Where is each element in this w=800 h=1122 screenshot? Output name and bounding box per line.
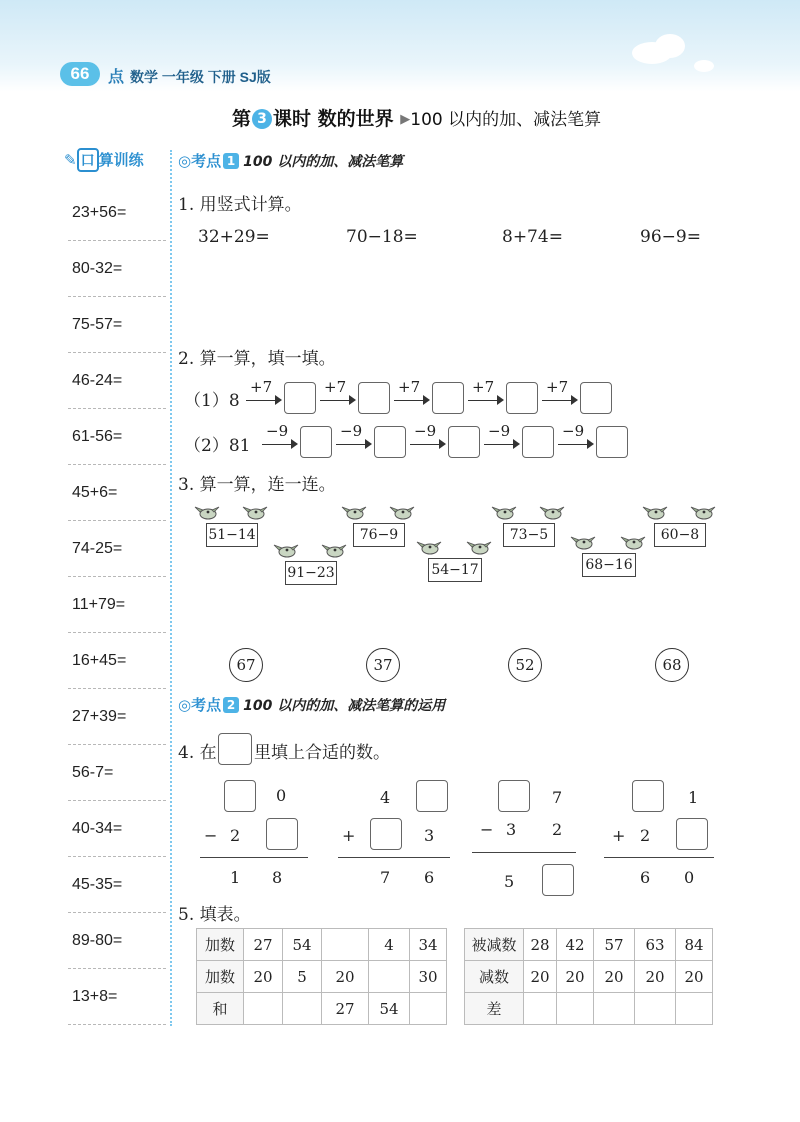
table-cell: 20 [244,961,283,993]
q5-title: 5. 填表。 [178,905,251,925]
oral-calc-item: 56-7= [68,744,166,801]
target-icon: ◎ [178,696,192,714]
target-icon: ◎ [178,152,192,170]
answer-box[interactable] [542,864,574,896]
oral-calc-item: 13+8= [68,968,166,1025]
table-cell[interactable] [676,993,713,1025]
table-cell[interactable] [369,961,410,993]
oral-calc-item: 46-24= [68,352,166,409]
expression-card[interactable]: 73−5 [503,523,555,547]
lesson-title: 第 3 课时 数的世界 ▶100 以内的加、减法笔算 [232,108,602,130]
table-cell[interactable] [524,993,557,1025]
bird-icon [539,503,565,521]
table-header-cell: 被减数 [465,929,524,961]
answer-circle[interactable]: 52 [508,648,542,682]
answer-box[interactable] [676,818,708,850]
table-cell[interactable] [244,993,283,1025]
arrow-icon: −9 [262,428,298,452]
table-cell: 84 [676,929,713,961]
q1-expr: 32+29= [198,227,270,247]
bird-icon [273,541,299,559]
arrow-icon: +7 [468,384,504,408]
oral-calc-item: 75-57= [68,296,166,353]
table-cell[interactable] [410,993,447,1025]
kaodian-1-heading: ◎考点 1 100 以内的加、减法笔算 [178,152,404,170]
table-cell: 20 [322,961,369,993]
answer-box[interactable] [580,382,612,414]
table-row [465,961,713,993]
table-cell: 27 [244,929,283,961]
q3-title: 3. 算一算，连一连。 [178,475,336,495]
sidebar-title: ✎ 口 算训练 [64,148,144,174]
answer-box[interactable] [506,382,538,414]
q1-expr: 8+74= [502,227,563,247]
answer-box[interactable] [370,818,402,850]
answer-box[interactable] [498,780,530,812]
oral-calc-item: 23+56= [68,184,166,241]
table-header-cell: 加数 [197,929,244,961]
bird-icon [642,503,668,521]
answer-box[interactable] [284,382,316,414]
oral-calc-item: 89-80= [68,912,166,969]
q2-row2-label: （2）81 [184,436,251,456]
triangle-icon: ▶ [400,112,411,127]
answer-box[interactable] [522,426,554,458]
expression-card[interactable]: 60−8 [654,523,706,547]
expression-card[interactable]: 91−23 [285,561,337,585]
table-cell: 20 [524,961,557,993]
q1-expr: 70−18= [346,227,418,247]
table-cell[interactable] [635,993,676,1025]
answer-box[interactable] [358,382,390,414]
answer-box[interactable] [266,818,298,850]
expression-card[interactable]: 76−9 [353,523,405,547]
arrow-icon: +7 [320,384,356,408]
cloud-decoration [694,60,714,72]
kaodian-2-heading: ◎考点 2 100 以内的加、减法笔算的运用 [178,696,446,714]
oral-calc-item: 16+45= [68,632,166,689]
expression-card[interactable]: 68−16 [582,553,636,577]
q2-title: 2. 算一算，填一填。 [178,349,336,369]
answer-box[interactable] [300,426,332,458]
answer-box[interactable] [448,426,480,458]
q4-title-box [218,733,252,765]
bird-icon [341,503,367,521]
cloud-decoration [655,34,685,58]
table-cell[interactable] [283,993,322,1025]
table-cell: 34 [410,929,447,961]
table-row [197,993,447,1025]
arrow-icon: −9 [558,428,594,452]
bird-icon [620,533,646,551]
table-cell[interactable] [322,929,369,961]
table-cell[interactable] [594,993,635,1025]
table-cell: 28 [524,929,557,961]
answer-box[interactable] [374,426,406,458]
table-cell[interactable] [557,993,594,1025]
table-cell: 54 [369,993,410,1025]
subtraction-table [464,928,713,1025]
table-row [465,993,713,1025]
table-header-cell: 和 [197,993,244,1025]
table-cell: 42 [557,929,594,961]
table-row [197,929,447,961]
table-cell: 5 [283,961,322,993]
answer-circle[interactable]: 68 [655,648,689,682]
table-row [465,929,713,961]
q1-title: 1. 用竖式计算。 [178,195,302,215]
table-header-cell: 差 [465,993,524,1025]
bird-icon [690,503,716,521]
answer-circle[interactable]: 67 [229,648,263,682]
bird-icon [321,541,347,559]
oral-calc-item: 27+39= [68,688,166,745]
arrow-icon: −9 [484,428,520,452]
bird-icon [242,503,268,521]
table-cell: 20 [557,961,594,993]
arrow-icon: −9 [410,428,446,452]
table-header-cell: 加数 [197,961,244,993]
table-cell: 20 [635,961,676,993]
q1-expr: 96−9= [640,227,701,247]
book-title-text: 数学 一年级 下册 SJ版 [130,69,271,85]
q4-title-end: 里填上合适的数。 [254,743,390,763]
arrow-icon: +7 [246,384,282,408]
answer-box[interactable] [224,780,256,812]
bird-icon [570,533,596,551]
arrow-icon: −9 [336,428,372,452]
q4-title-start: 4. 在 [178,743,217,763]
table-cell: 4 [369,929,410,961]
q2-row1-label: （1）8 [184,391,240,411]
answer-box[interactable] [416,780,448,812]
table-cell: 20 [594,961,635,993]
bird-icon [389,503,415,521]
answer-box[interactable] [596,426,628,458]
answer-box[interactable] [632,780,664,812]
arrow-icon: +7 [542,384,578,408]
addition-table [196,928,447,1025]
bird-icon [194,503,220,521]
bird-icon [416,538,442,556]
answer-box[interactable] [432,382,464,414]
expression-card[interactable]: 54−17 [428,558,482,582]
oral-calc-item: 45-35= [68,856,166,913]
table-cell: 63 [635,929,676,961]
table-cell: 54 [283,929,322,961]
sidebar-divider [170,150,172,1026]
table-cell: 57 [594,929,635,961]
table-header-cell: 减数 [465,961,524,993]
arrow-icon: +7 [394,384,430,408]
table-row [197,961,447,993]
oral-calc-item: 74-25= [68,520,166,577]
bird-icon [466,538,492,556]
oral-calc-item: 45+6= [68,464,166,521]
table-cell: 27 [322,993,369,1025]
lesson-number: 3 [252,109,272,129]
page-number: 66 [60,62,100,86]
answer-circle[interactable]: 37 [366,648,400,682]
lesson-subtitle: 100 以内的加、减法笔算 [410,110,602,130]
oral-calc-item: 11+79= [68,576,166,633]
pencil-icon: ✎ [64,151,77,169]
table-cell: 30 [410,961,447,993]
oral-calc-item: 40-34= [68,800,166,857]
book-title [108,64,271,87]
oral-calc-item: 61-56= [68,408,166,465]
table-cell: 20 [676,961,713,993]
expression-card[interactable]: 51−14 [206,523,258,547]
oral-calc-item: 80-32= [68,240,166,297]
brand-logo: 点 [108,69,125,86]
bird-icon [491,503,517,521]
